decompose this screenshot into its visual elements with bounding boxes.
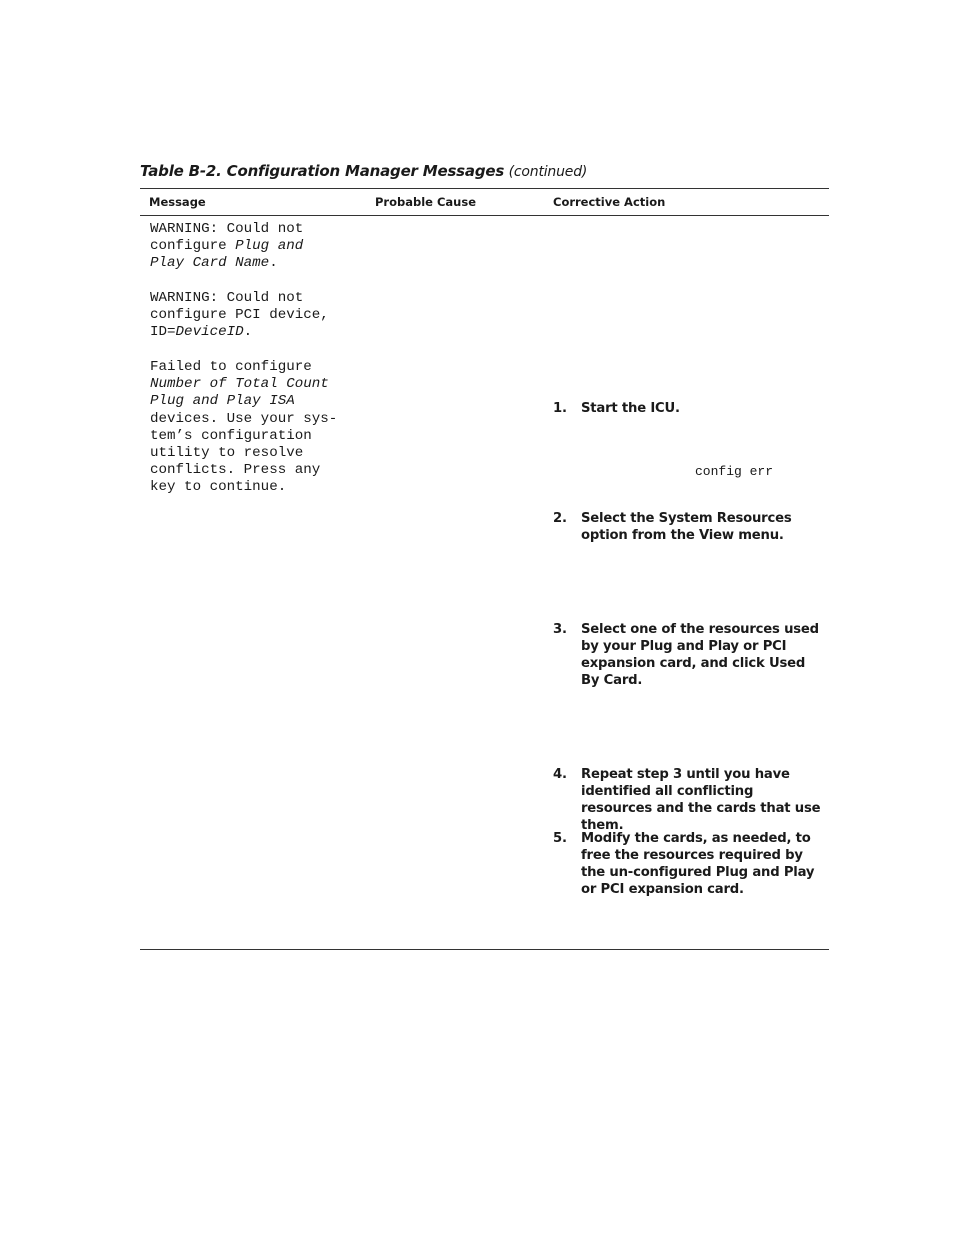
- step-number: 2.: [553, 511, 567, 526]
- message-text-part: .: [269, 255, 278, 272]
- action-step-2: [553, 510, 823, 550]
- table-bottom-rule: [140, 949, 829, 950]
- step-text: Select the System Resources option from the View menu.: [581, 511, 792, 543]
- action-step-3: [553, 621, 823, 691]
- action-step-1: [553, 400, 823, 420]
- message-variable: Plug and Play Card Name: [150, 238, 304, 272]
- step-number: 1.: [553, 401, 567, 416]
- table-caption: [140, 162, 587, 180]
- table-caption-label: Table B-2. Configuration Manager Messages: [140, 162, 505, 180]
- table-caption-continued: (continued): [508, 164, 588, 180]
- message-text: [150, 290, 329, 342]
- table-top-rule: [140, 188, 829, 189]
- column-header-message: Message: [149, 195, 206, 209]
- message-text: [150, 221, 303, 273]
- step-text: Select one of the resources used by your Plug and Play or PCI expansion card, and click Used By Card.: [581, 622, 819, 688]
- message-variable: Number of Total Count Plug and Play ISA: [150, 376, 329, 410]
- step-number: 3.: [553, 622, 567, 637]
- step-text: Start the ICU.: [581, 401, 680, 416]
- message-text: [150, 359, 337, 497]
- message-text-part: WARNING: Could not configure PCI device, ID=: [150, 290, 329, 341]
- step-text: Repeat step 3 until you have identified all conflicting resources and the cards that use them.: [581, 767, 821, 833]
- step-text: Modify the cards, as needed, to free the resources required by the un-configured Plug and Play or PCI expansion card.: [581, 831, 815, 897]
- inline-code-config-err: config err: [695, 464, 774, 479]
- message-variable: DeviceID: [175, 324, 244, 341]
- column-header-corrective-action: Corrective Action: [553, 195, 666, 209]
- action-step-5: [553, 830, 823, 900]
- table-header-rule: [140, 215, 829, 216]
- message-text-part: devices. Use your sys- tem’s configuration utility to resolve conflicts. Press any key to continue.: [150, 410, 338, 496]
- step-number: 4.: [553, 767, 567, 782]
- action-step-4: [553, 766, 823, 833]
- column-header-probable-cause: Probable Cause: [375, 195, 477, 209]
- message-text-part: WARNING: Could not configure: [150, 221, 304, 255]
- step-number: 5.: [553, 831, 567, 846]
- message-text-part: .: [243, 324, 253, 341]
- message-text-part: Failed to configure: [150, 359, 312, 375]
